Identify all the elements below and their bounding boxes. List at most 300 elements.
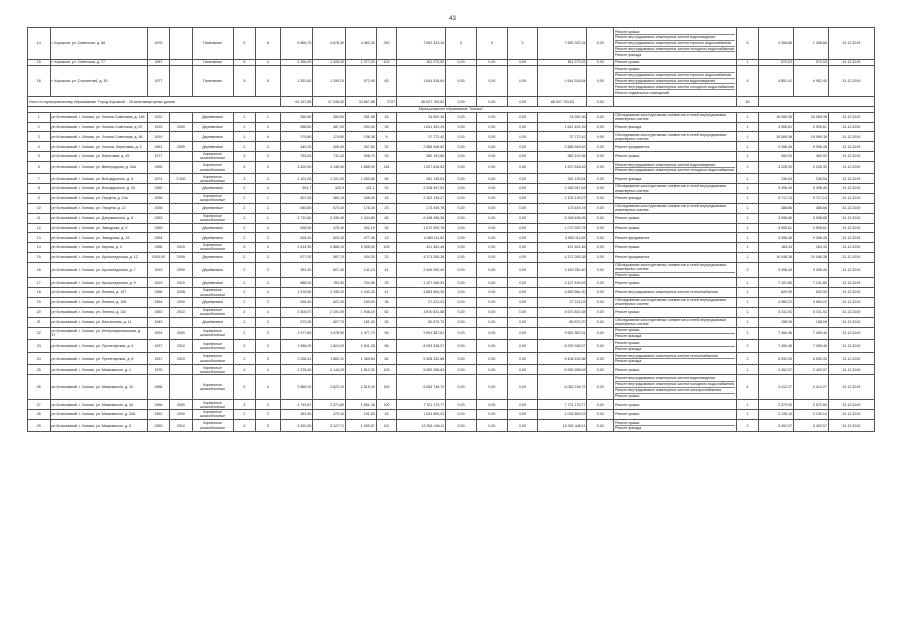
table-row: [28, 297, 875, 307]
cell-area-a: 479,10: [313, 410, 346, 420]
cell-year: 1949: [147, 317, 170, 327]
cell-area-total: 591,7: [280, 184, 313, 194]
cell-c4: 7 721 170,77: [538, 400, 587, 410]
cell-works: [614, 278, 737, 288]
cell-area-b: 346,30: [346, 194, 377, 204]
cell-year: 1960: [147, 184, 170, 194]
work-item: Ремонт подвальных помещений: [615, 90, 669, 95]
table-row: [28, 278, 875, 288]
cell-num: 23: [28, 340, 51, 353]
cell-date: 31.12.2019: [828, 262, 874, 278]
cell-year2: 2009: [170, 400, 193, 410]
work-item: Ремонт внутридомовых инженерных систем водоотведения: [615, 162, 735, 168]
cell-c5: 0,00: [587, 223, 614, 233]
cell-num: 13: [28, 233, 51, 243]
cell-area-b: 4 462,30: [346, 28, 377, 60]
cell-n: 1: [736, 142, 759, 152]
cell-year2: [170, 317, 193, 327]
cell-c3: 0,00: [507, 252, 538, 262]
cell-entrances: 4: [256, 132, 281, 142]
cell-unit-b: 570,03: [794, 59, 829, 65]
cell-area-b: 2 055,00: [346, 243, 377, 253]
cell-c3: 0,00: [507, 410, 538, 420]
cell-residents: 64: [376, 352, 396, 365]
cell-n: 1: [736, 317, 759, 327]
cell-floors: 5: [233, 375, 256, 400]
total-c3: 0,00: [507, 97, 538, 107]
cell-address: рп Котиковский, г. Холмск, ул. Володарского, д. 43: [50, 184, 147, 194]
cell-floors: 4: [233, 419, 256, 432]
cell-date: 31.12.2019: [828, 174, 874, 184]
cell-c2: 0,00: [476, 352, 507, 365]
cell-unit-b: 7 459,46: [794, 327, 829, 340]
cell-c3: 0,00: [507, 65, 538, 97]
cell-cost: 3 127 490,93: [397, 278, 446, 288]
cell-unit-a: 158,09: [759, 317, 794, 327]
cell-address: рп Котиковский, г. Холмск, ул. Холмск Советская, д. 87: [50, 122, 147, 132]
cell-date: 31.12.2019: [828, 340, 874, 353]
cell-cost: 4 670 831,58: [397, 307, 446, 317]
cell-unit-b: 10 046,38: [794, 252, 829, 262]
cell-date: 31.12.2019: [828, 122, 874, 132]
cell-c4: 27 221,03: [538, 297, 587, 307]
cell-year: 1977: [147, 65, 170, 97]
cell-year2: 2009: [170, 327, 193, 340]
cell-area-a: 1 159,20: [313, 65, 346, 97]
cell-entrances: 2: [256, 288, 281, 298]
cell-cost: 4 663 564,30: [397, 288, 446, 298]
cell-c2: 0,00: [476, 375, 507, 400]
cell-year2: [170, 161, 193, 174]
cell-year2: [170, 223, 193, 233]
cell-n: 2: [736, 340, 759, 353]
cell-works: [614, 142, 737, 152]
cell-cost: 173 449,78: [397, 203, 446, 213]
cell-address: рп Котиковский, г. Холмск, ул. Дзержинского, д. 6: [50, 213, 147, 223]
cell-area-a: 2 668,10: [313, 243, 346, 253]
cell-residents: 22: [376, 184, 396, 194]
work-item: Ремонт фундамента: [615, 255, 650, 260]
cell-entrances: 2: [256, 223, 281, 233]
cell-c1: 0,00: [446, 278, 477, 288]
table-row: [28, 28, 875, 60]
cell-date: 31.12.2019: [828, 161, 874, 174]
cell-c3: 0,00: [507, 243, 538, 253]
cell-date: 31.12.2019: [828, 132, 874, 142]
cell-date: 31.12.2019: [828, 400, 874, 410]
cell-area-total: 3 405,07: [280, 307, 313, 317]
cell-works: [614, 223, 737, 233]
cell-c3: 0,00: [507, 365, 538, 375]
cell-entrances: 5: [256, 65, 281, 97]
cell-walls: Деревянные: [192, 262, 233, 278]
cell-area-b: 351,96: [346, 112, 377, 122]
cell-c3: 0,00: [507, 213, 538, 223]
cell-date: 31.12.2019: [828, 243, 874, 253]
cell-entrances: 2: [256, 184, 281, 194]
cell-cost: 6 063 748,72: [397, 375, 446, 400]
cell-c3: 0,00: [507, 132, 538, 142]
cell-c5: 0,00: [587, 340, 614, 353]
cell-unit-b: 3 905,61: [794, 122, 829, 132]
cell-year2: 2009: [170, 122, 193, 132]
work-item: Ремонт фасада: [615, 176, 642, 181]
cell-date: 31.12.2019: [828, 288, 874, 298]
cell-c3: 0,00: [507, 174, 538, 184]
total-c1: 0,00: [446, 97, 477, 107]
cell-unit-b: 158,09: [794, 317, 829, 327]
cell-cost: 6 348 496,36: [397, 213, 446, 223]
cell-unit-a: 7 459,46: [759, 327, 794, 340]
cell-residents: 41: [376, 288, 396, 298]
cell-c4: 380 191,66: [538, 152, 587, 162]
cell-unit-b: 9 396,45: [794, 184, 829, 194]
cell-year: 1937: [147, 352, 170, 365]
page-number: 43: [449, 16, 456, 22]
work-item: Обследование конструктивных элементов и сетей внутридомовых инженерных систем: [615, 132, 727, 141]
cell-year: 1978: [147, 365, 170, 375]
cell-c1: 0,00: [446, 410, 477, 420]
cell-year: 1958: [147, 288, 170, 298]
cell-area-b: 267,60: [346, 142, 377, 152]
cell-c4: 1 537 816,63: [538, 161, 587, 174]
table-row: [28, 317, 875, 327]
cell-date: 31.12.2019: [828, 203, 874, 213]
cell-unit-a: 6 090,33: [759, 352, 794, 365]
cell-residents: 24: [376, 317, 396, 327]
cell-floors: 2: [233, 184, 256, 194]
work-item: Ремонт внутридомовых инженерных систем водоотведения: [615, 35, 735, 41]
cell-floors: 2: [233, 352, 256, 365]
cell-area-a: 3 127,71: [313, 419, 346, 432]
cell-c2: 0,00: [476, 297, 507, 307]
cell-entrances: 2: [256, 203, 281, 213]
cell-entrances: 6: [256, 28, 281, 60]
cell-walls: Кирпичные шлакоблочные: [192, 410, 233, 420]
cell-area-total: 2 740,87: [280, 400, 313, 410]
cell-c5: 0,00: [587, 161, 614, 174]
cell-area-b: 704,96: [346, 278, 377, 288]
cell-c2: 0,00: [476, 203, 507, 213]
work-item: Ремонт внутридомовых инженерных систем холодного водоснабжения: [615, 168, 735, 173]
cell-entrances: 2: [256, 410, 281, 420]
cell-n: 1: [736, 252, 759, 262]
cell-works: [614, 65, 737, 97]
work-item: Ремонт внутридомовых инженерных систем водоотведения: [615, 79, 735, 85]
cell-c2: 0,00: [476, 410, 507, 420]
cell-area-b: 421,1: [346, 184, 377, 194]
cell-n: 5: [736, 65, 759, 97]
cell-c1: 0,00: [446, 288, 477, 298]
cell-c1: 0,00: [446, 365, 477, 375]
cell-date: 31.12.2019: [828, 252, 874, 262]
cell-unit-b: 4 960,22: [794, 297, 829, 307]
cell-num: 17: [28, 278, 51, 288]
cell-year2: 2010: [170, 419, 193, 432]
cell-works: [614, 262, 737, 278]
cell-n: 1: [736, 203, 759, 213]
table-row: [28, 262, 875, 278]
cell-cost: 2 449 250,40: [397, 262, 446, 278]
cell-floors: 2: [233, 142, 256, 152]
cell-c1: 0,00: [446, 317, 477, 327]
total-c5: 0,00: [587, 97, 614, 107]
cell-floors: 2: [233, 327, 256, 340]
cell-works: [614, 132, 737, 142]
cell-area-total: 2 614,90: [280, 243, 313, 253]
cell-area-a: 1 428,40: [313, 59, 346, 65]
cell-n: 2: [736, 327, 759, 340]
work-item: Ремонт крыши: [615, 328, 735, 334]
cell-address: рп Котиковский, г. Холмск, ул. Ленина, д. 108: [50, 297, 147, 307]
cell-year: 1915: [147, 122, 170, 132]
cell-residents: 16: [376, 410, 396, 420]
cell-cost: 80 570,70: [397, 317, 446, 327]
cell-walls: Кирпичные шлакоблочные: [192, 419, 233, 432]
cell-c5: 0,00: [587, 203, 614, 213]
cell-address: г. Корсаков, ул. Советская, д. 68: [50, 28, 147, 60]
cell-area-b: 1 083,80: [346, 174, 377, 184]
cell-floors: 5: [233, 28, 256, 60]
cell-n: 1: [736, 297, 759, 307]
cell-unit-a: 9 396,45: [759, 184, 794, 194]
cell-entrances: 1: [256, 213, 281, 223]
cell-num: 2: [28, 122, 51, 132]
work-item: Ремонт крыши: [615, 245, 640, 250]
cell-c4: 2 449 250,40: [538, 262, 587, 278]
cell-date: 31.12.2019: [828, 365, 874, 375]
cell-area-total: 1 191,00: [280, 174, 313, 184]
cell-entrances: 4: [256, 59, 281, 65]
cell-area-a: 2 571,80: [313, 400, 346, 410]
cell-address: рп Котиковский, г. Холмск, ул. Кронштадтская, д. 7: [50, 262, 147, 278]
cell-c4: 8 293 336,07: [538, 340, 587, 353]
cell-walls: Деревянные: [192, 184, 233, 194]
cell-floors: 2: [233, 252, 256, 262]
cell-walls: Кирпичные шлакоблочные: [192, 288, 233, 298]
cell-cost: 7 552 323,34: [397, 28, 446, 60]
table-row: [28, 288, 875, 298]
cell-works: [614, 28, 737, 60]
cell-c3: 0,00: [507, 233, 538, 243]
cell-c1: 0,00: [446, 152, 477, 162]
cell-c4: 5 950 258,63: [538, 365, 587, 375]
total-c4: 86 007 763,62: [538, 97, 587, 107]
cell-unit-b: 3 098,85: [794, 213, 829, 223]
cell-c4: 2 585 946,62: [538, 142, 587, 152]
work-item: Ремонт фасада: [615, 196, 642, 201]
cell-c1: 0,00: [446, 223, 477, 233]
cell-date: 31.12.2019: [828, 194, 874, 204]
cell-num: 8: [28, 184, 51, 194]
cell-c1: 0: [446, 28, 477, 60]
cell-unit-a: 9 396,45: [759, 262, 794, 278]
cell-n: 1: [736, 288, 759, 298]
cell-address: рп Котиковский, г. Холмск, ул. Бастионная, д. 11: [50, 317, 147, 327]
cell-works: [614, 419, 737, 432]
cell-area-b: 1 851,36: [346, 400, 377, 410]
work-item: Ремонт крыши: [615, 393, 640, 398]
cell-area-b: 1 948,19: [346, 307, 377, 317]
cell-n: 1: [736, 233, 759, 243]
cell-area-a: 1 860,31: [313, 352, 346, 365]
cell-area-b: 402,19: [346, 223, 377, 233]
cell-area-b: 108,38: [346, 132, 377, 142]
cell-date: 31.12.2019: [828, 59, 874, 65]
cell-c1: 0,00: [446, 184, 477, 194]
cell-area-total: 2 712,60: [280, 213, 313, 223]
work-item: Обследование конструктивных элементов и сетей внутридомовых инженерных систем: [615, 317, 727, 327]
total-row: [28, 97, 875, 107]
cell-c3: 0,00: [507, 317, 538, 327]
cell-n: 1: [736, 174, 759, 184]
cell-c3: 0,00: [507, 112, 538, 122]
cell-unit-a: 570,03: [759, 59, 794, 65]
cell-year2: 2009: [170, 410, 193, 420]
table-row: [28, 152, 875, 162]
cell-area-a: 587,70: [313, 252, 346, 262]
cell-area-b: 191,63: [346, 410, 377, 420]
cell-area-total: 5 865,70: [280, 28, 313, 60]
cell-entrances: 4: [256, 365, 281, 375]
cell-year: 1966: [147, 400, 170, 410]
cell-cost: 9 951 387,51: [397, 327, 446, 340]
cell-unit-b: 6 311,92: [794, 307, 829, 317]
cell-entrances: 2: [256, 278, 281, 288]
cell-unit-b: 9 396,45: [794, 142, 829, 152]
cell-address: рп Котиковский, г. Холмск, ул. Береговая, д. 49: [50, 152, 147, 162]
cell-area-a: 523,30: [313, 233, 346, 243]
cell-unit-b: 15 089,38: [794, 112, 829, 122]
cell-area-a: 1 978,50: [313, 327, 346, 340]
cell-area-total: 2 366,00: [280, 59, 313, 65]
cell-area-total: 645,80: [280, 203, 313, 213]
cell-year: 1919: [147, 262, 170, 278]
cell-c4: 811 270,92: [538, 59, 587, 65]
cell-unit-b: 4 952,40: [794, 65, 829, 97]
cell-floors: 5: [233, 59, 256, 65]
cell-c3: 0,00: [507, 184, 538, 194]
cell-c1: 0,00: [446, 262, 477, 278]
cell-c5: 0,00: [587, 419, 614, 432]
cell-year2: 2015: [170, 243, 193, 253]
cell-works: [614, 184, 737, 194]
cell-c1: 0,00: [446, 174, 477, 184]
cell-date: 31.12.2019: [828, 419, 874, 432]
cell-unit-b: 388,66: [794, 203, 829, 213]
cell-date: 31.12.2019: [828, 317, 874, 327]
cell-entrances: 3: [256, 352, 281, 365]
cell-area-b: 1 044,80: [346, 213, 377, 223]
cell-year2: [170, 112, 193, 122]
cell-area-a: 2 439,40: [313, 213, 346, 223]
cell-area-b: 294,40: [346, 122, 377, 132]
cell-walls: Деревянные: [192, 132, 233, 142]
cell-year: 1919: [147, 278, 170, 288]
cell-walls: Кирпичные шлакоблочные: [192, 400, 233, 410]
cell-c3: 0,00: [507, 278, 538, 288]
cell-c4: 173 449,78: [538, 203, 587, 213]
cell-works: [614, 340, 737, 353]
table-row: [28, 419, 875, 432]
cell-residents: 20: [376, 142, 396, 152]
table-row: [28, 122, 875, 132]
work-item: Ремонт внутридомовых инженерных систем горячего водоснабжения: [615, 41, 735, 47]
cell-unit-a: 236,54: [759, 174, 794, 184]
cell-walls: Панельные: [192, 59, 233, 65]
work-item: Ремонт внутридомовых инженерных систем электроснабжения: [615, 388, 735, 394]
cell-unit-b: 1 308,68: [794, 28, 829, 60]
cell-c2: 0,00: [476, 213, 507, 223]
cell-unit-a: 15 089,38: [759, 112, 794, 122]
cell-address: рп Котиковский, г. Холмск, ул. Кронштадтская, д. 12: [50, 252, 147, 262]
cell-area-a: 2 623,10: [313, 375, 346, 400]
cell-area-b: 434,30: [346, 252, 377, 262]
cell-walls: Кирпичные шлакоблочные: [192, 365, 233, 375]
table-row: [28, 307, 875, 317]
cell-c3: 0,00: [507, 152, 538, 162]
cell-c5: 0,00: [587, 252, 614, 262]
cell-residents: 25: [376, 278, 396, 288]
cell-residents: 23: [376, 203, 396, 213]
cell-walls: Кирпичные шлакоблочные: [192, 213, 233, 223]
cell-floors: 2: [233, 410, 256, 420]
cell-walls: Кирпичные шлакоблочные: [192, 152, 233, 162]
total-n: 49: [736, 97, 759, 107]
cell-walls: Деревянные: [192, 203, 233, 213]
cell-walls: Панельные: [192, 28, 233, 60]
cell-year: 1910: [147, 112, 170, 122]
cell-walls: Кирпичные шлакоблочные: [192, 194, 233, 204]
cell-c1: 0,00: [446, 161, 477, 174]
cell-num: 29: [28, 419, 51, 432]
cell-area-total: 1 351,60: [280, 65, 313, 97]
cell-area-a: 4 678,30: [313, 28, 346, 60]
cell-year: 1964: [147, 297, 170, 307]
cell-num: 12: [28, 223, 51, 233]
cell-c3: 0,00: [507, 297, 538, 307]
table-row: [28, 375, 875, 400]
cell-cost: 1 537 816,63: [397, 161, 446, 174]
table-row: [28, 340, 875, 353]
work-item: Ремонт внутридомовых инженерных систем холодного водоснабжения: [615, 382, 735, 387]
cell-residents: 65: [376, 213, 396, 223]
work-item: Ремонт фасада: [615, 334, 642, 339]
cell-address: рп Котиковский, г. Холмск, ул. Герцена, д. 10а: [50, 194, 147, 204]
cell-works: [614, 174, 737, 184]
cell-address: рп Котиковский, г. Холмск, ул. Маяковского, д. 1: [50, 365, 147, 375]
cell-cost: 27 772,42: [397, 132, 446, 142]
cell-c5: 0,00: [587, 262, 614, 278]
cell-cost: 421 461,46: [397, 243, 446, 253]
cell-cost: 7 721 170,77: [397, 400, 446, 410]
work-item: Обследование конструктивных элементов и сетей внутридомовых инженерных систем: [615, 298, 727, 307]
cell-area-a: 408,40: [313, 142, 346, 152]
work-item: Ремонт внутридомовых инженерных систем холодного водоснабжения: [615, 46, 735, 51]
table-row: [28, 365, 875, 375]
cell-area-a: 1 824,00: [313, 340, 346, 353]
cell-walls: Кирпичные шлакоблочные: [192, 243, 233, 253]
cell-unit-b: 2 402,07: [794, 365, 829, 375]
cell-works: [614, 203, 737, 213]
cell-unit-b: 6 090,33: [794, 352, 829, 365]
cell-n: 1: [736, 194, 759, 204]
cell-walls: Деревянные: [192, 278, 233, 288]
cell-date: 31.12.2019: [828, 307, 874, 317]
cell-year: 1953: [147, 307, 170, 317]
cell-area-a: 1 101,90: [313, 174, 346, 184]
cell-num: 10: [28, 203, 51, 213]
